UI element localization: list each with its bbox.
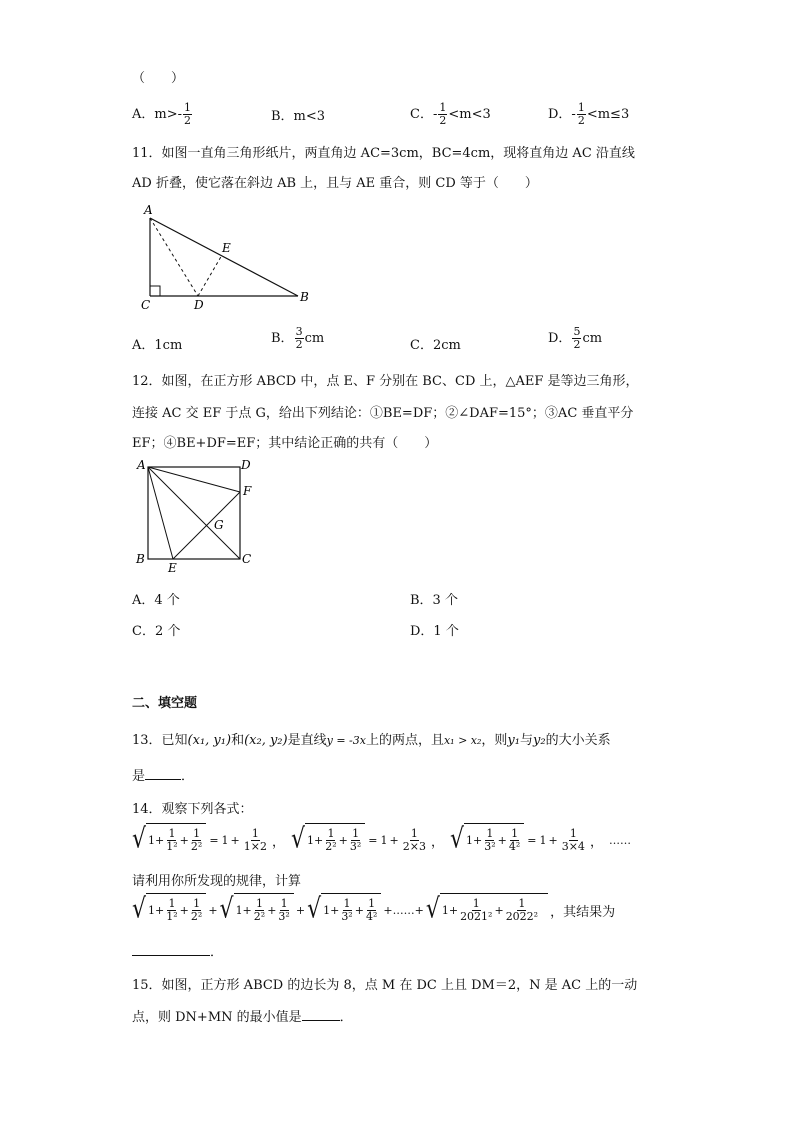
fraction: [243, 828, 268, 853]
radical-body: 1+ $\frac{1}{\text{2021²}}$ + $\frac{1}{\text{2022²}}$: [440, 893, 548, 927]
fraction-den: 2: [439, 114, 447, 127]
radical: [307, 893, 381, 927]
fraction-num: 1: [168, 827, 176, 840]
fraction: [190, 828, 203, 853]
q13-part4: ，则: [481, 733, 508, 748]
ellipsis: ……: [608, 833, 631, 847]
fraction: [561, 828, 586, 853]
q13-part5: 与: [519, 733, 533, 748]
q13-line-equation: y = -3x: [326, 734, 366, 747]
section-heading: 二、填空题: [132, 696, 198, 711]
fraction-den: 3²: [349, 840, 362, 853]
fraction-num: 1: [255, 897, 263, 910]
fraction-den: 3²: [341, 910, 353, 923]
fraction: [183, 102, 192, 127]
q14-text-line5: [132, 941, 223, 960]
fraction-den: 2²: [253, 910, 266, 923]
fraction-num: 1: [439, 101, 447, 114]
q11-option-d-label: D．: [548, 331, 572, 346]
label-c: C: [242, 552, 252, 566]
fraction: [402, 828, 427, 853]
q10-option-d-tail: <m≤3: [586, 107, 630, 122]
radical-body: 1+ $\frac{1}{\text{2²}}$ + $\frac{1}{\text{3²}}$: [234, 893, 294, 927]
fraction-num: 1: [486, 827, 494, 840]
q14-text-line3: 请利用你所发现的规律，计算: [132, 874, 302, 889]
radical-body: 1+ $\frac{1}{\text{3²}}$ + $\frac{1}{\text{4²}}$: [321, 893, 381, 927]
fraction-num: 3: [295, 325, 303, 338]
fraction: [577, 102, 586, 127]
fraction: [349, 828, 362, 853]
q14-line5-suffix: ．: [210, 945, 224, 960]
fraction-num: 1: [168, 897, 176, 910]
radical: [426, 893, 548, 927]
label-f: F: [243, 484, 252, 498]
q11-option-a: A．1cm: [132, 338, 183, 353]
q11-option-b: [271, 326, 324, 351]
q13-and: 和: [231, 733, 245, 748]
rhs-int: 1: [380, 833, 388, 847]
q10-option-d-label: D．-: [548, 107, 576, 122]
fraction-den: 2: [184, 114, 192, 127]
q13-point2: (x₂, y₂): [244, 733, 288, 748]
fraction-num: 1: [184, 101, 192, 114]
q14-text-line1: 14．观察下列各式：: [132, 802, 253, 817]
q13-y2: y₂: [533, 733, 546, 748]
q13-text-line2: [132, 765, 194, 784]
q14-sum-row: √ 1+ $\frac{1}{\text{1²}}$ + $\frac{1}{\text{2²}}$ + √ 1+ $\frac{1}{\text{2²}}$ + $\frac{1}{\text{3²}}$ + √ 1+ $\frac{1}{\text{3²}}$ + $\frac{1}{\text{4²}}$ +……+ √ 1+ $\frac{1}{\text{2021²}}$ + $\frac{1}{\text{2022²}}$ ，其结果为: [132, 893, 615, 927]
q10-option-b: B．m<3: [271, 109, 326, 124]
fraction-den: 2²: [325, 840, 337, 853]
label-d: D: [194, 298, 204, 312]
fraction-den: 2: [295, 338, 303, 351]
q13-condition: x₁ > x₂: [443, 734, 482, 747]
radical-body: 1+ $\frac{1}{\text{1²}}$ + $\frac{1}{\text{2²}}$: [146, 823, 206, 857]
radical-sign: √: [307, 893, 322, 925]
fraction: [253, 898, 266, 923]
fraction: [324, 828, 337, 853]
q12-text-line1: 12．如图，在正方形 ABCD 中，点 E、F 分别在 BC、CD 上，△AEF 是等边三角形，: [132, 374, 639, 389]
q11-option-d: [548, 326, 602, 351]
fraction-num: 1: [368, 897, 376, 910]
q10-option-c: [410, 102, 491, 127]
q15-text-line2: [132, 1006, 353, 1025]
radical: [291, 823, 365, 857]
label-c: C: [141, 298, 151, 312]
fraction-den: 3²: [278, 910, 290, 923]
q11-option-b-unit: cm: [304, 331, 325, 346]
q15-line2-prefix: 点，则 DN+MN 的最小值是: [132, 1010, 302, 1025]
q13-part6: 的大小关系: [545, 733, 611, 748]
fraction-den: 2: [573, 338, 581, 351]
q13-part2: 是直线: [287, 733, 327, 748]
q11-option-b-label: B．: [271, 331, 294, 346]
fraction: [277, 898, 290, 923]
answer-blank[interactable]: [145, 779, 181, 780]
radical: [132, 893, 206, 927]
q13-y1: y₁: [507, 733, 520, 748]
q13-line2-suffix: ．: [181, 769, 195, 784]
fraction-num: 1: [327, 827, 335, 840]
radical-sign: √: [132, 893, 147, 925]
fraction: [572, 326, 581, 351]
fraction-den: 1×2: [243, 839, 267, 853]
fraction: [295, 326, 304, 351]
fraction-den: 2: [577, 114, 585, 127]
label-a: A: [144, 203, 153, 217]
fraction-num: 5: [573, 325, 581, 338]
fraction: [365, 898, 378, 923]
q14-examples-row: √ 1+ $\frac{1}{\text{1²}}$ + $\frac{1}{\text{2²}}$ = 1 + $\frac{1}{1\times 2}$ ， √ 1+ $\frac{1}{\text{2²}}$ + $\frac{1}{\text{3²}}$ = 1 + $\frac{1}{2\times 3}$ ， √ 1+ $\frac{1}{\text{3²}}$ + $\frac{1}{\text{4²}}$ = 1 + $\frac{1}{3\times 4}$ ， ……: [132, 823, 631, 857]
q11-option-d-unit: cm: [582, 331, 603, 346]
label-b: B: [300, 290, 309, 304]
radical-sign: √: [425, 893, 440, 925]
q13-part1: 13．已知: [132, 733, 188, 748]
fraction-den: 2021²: [460, 910, 493, 923]
q13-part3: 上的两点，且: [365, 733, 444, 748]
radical-body: 1+ $\frac{1}{\text{3²}}$ + $\frac{1}{\text{4²}}$: [464, 823, 524, 857]
fraction: [505, 898, 539, 923]
fraction-den: 1²: [166, 840, 178, 853]
label-a: A: [137, 458, 146, 472]
radical-sign: √: [219, 893, 234, 925]
label-g: G: [214, 518, 224, 532]
q11-text-line1: 11．如图一直角三角形纸片，两直角边 AC=3cm，BC=4cm，现将直角边 AC 沿直线: [132, 146, 635, 161]
fraction-den: 2×3: [402, 839, 426, 853]
q10-paren: （ ）: [132, 71, 185, 86]
radical: [220, 893, 294, 927]
q10-option-d: [548, 102, 629, 127]
fraction-den: 3×4: [561, 839, 585, 853]
q13-text-line1: [132, 729, 611, 748]
q12-square-figure: [134, 455, 264, 575]
q12-text-line3: EF；④BE+DF=EF；其中结论正确的共有（ ）: [132, 436, 438, 451]
fraction-num: 1: [280, 897, 288, 910]
q12-option-c: C．2 个: [132, 624, 181, 639]
sum-ellipsis: +……+: [383, 903, 424, 917]
fraction-num: 1: [577, 101, 585, 114]
fraction-num: 1: [251, 826, 259, 840]
radical: [132, 823, 206, 857]
label-d: D: [241, 458, 251, 472]
fraction-den: 2022²: [505, 910, 539, 923]
fraction-num: 1: [472, 897, 480, 910]
fraction: [340, 898, 353, 923]
q12-option-a: A．4 个: [132, 593, 180, 608]
fraction-num: 1: [193, 897, 201, 910]
rhs-int: 1: [539, 833, 547, 847]
q12-text-line2: 连接 AC 交 EF 于点 G，给出下列结论：①BE=DF；②∠DAF=15°；③AC 垂直平分: [132, 406, 634, 421]
answer-blank[interactable]: [302, 1020, 340, 1021]
fraction-num: 1: [511, 827, 519, 840]
q12-option-d: D．1 个: [410, 624, 459, 639]
q10-option-a-label: A．m>-: [132, 107, 183, 122]
q15-text-line1: 15．如图，正方形 ABCD 的边长为 8，点 M 在 DC 上且 DM＝2，N 是 AC 上的一动: [132, 978, 638, 993]
fraction-den: 4²: [508, 840, 521, 853]
fraction: [190, 898, 203, 923]
fraction-num: 1: [193, 827, 201, 840]
label-b: B: [136, 552, 145, 566]
fraction-den: 3²: [484, 840, 496, 853]
fraction-num: 1: [569, 826, 577, 840]
fraction: [165, 898, 178, 923]
radical-sign: √: [132, 823, 147, 855]
radical: [450, 823, 524, 857]
fraction-den: 4²: [365, 910, 378, 923]
radical-sign: √: [449, 823, 464, 855]
q10-option-a: [132, 102, 193, 127]
fraction: [165, 828, 178, 853]
radical-body: 1+ $\frac{1}{\text{1²}}$ + $\frac{1}{\text{2²}}$: [146, 893, 206, 927]
q14-sum-tail: ，其结果为: [550, 904, 616, 920]
q11-option-c: C．2cm: [410, 338, 461, 353]
q12-option-b: B．3 个: [410, 593, 458, 608]
radical-body: 1+ $\frac{1}{\text{2²}}$ + $\frac{1}{\text{3²}}$: [305, 823, 365, 857]
fraction: [438, 102, 447, 127]
fraction-den: 2²: [190, 910, 203, 923]
fraction-den: 1²: [166, 910, 178, 923]
q13-point1: (x₁, y₁): [187, 733, 232, 748]
q15-line2-suffix: ．: [339, 1010, 353, 1025]
fraction: [508, 828, 521, 853]
fraction-num: 1: [352, 827, 360, 840]
fraction: [483, 828, 496, 853]
label-e: E: [168, 561, 177, 575]
fraction: [459, 898, 493, 923]
q13-line2-prefix: 是: [132, 769, 146, 784]
q10-option-c-tail: <m<3: [448, 107, 491, 122]
fraction-num: 1: [343, 897, 351, 910]
rhs-int: 1: [221, 833, 229, 847]
fraction-den: 2²: [190, 840, 203, 853]
q11-text-line2: AD 折叠，使它落在斜边 AB 上，且与 AE 重合，则 CD 等于（ ）: [132, 176, 538, 191]
radical-sign: √: [290, 823, 306, 855]
answer-blank[interactable]: [132, 955, 210, 956]
q11-triangle-figure: [136, 200, 316, 312]
fraction-num: 1: [410, 826, 418, 840]
fraction-num: 1: [518, 897, 526, 910]
label-e: E: [222, 241, 231, 255]
q10-option-c-label: C．-: [410, 107, 438, 122]
